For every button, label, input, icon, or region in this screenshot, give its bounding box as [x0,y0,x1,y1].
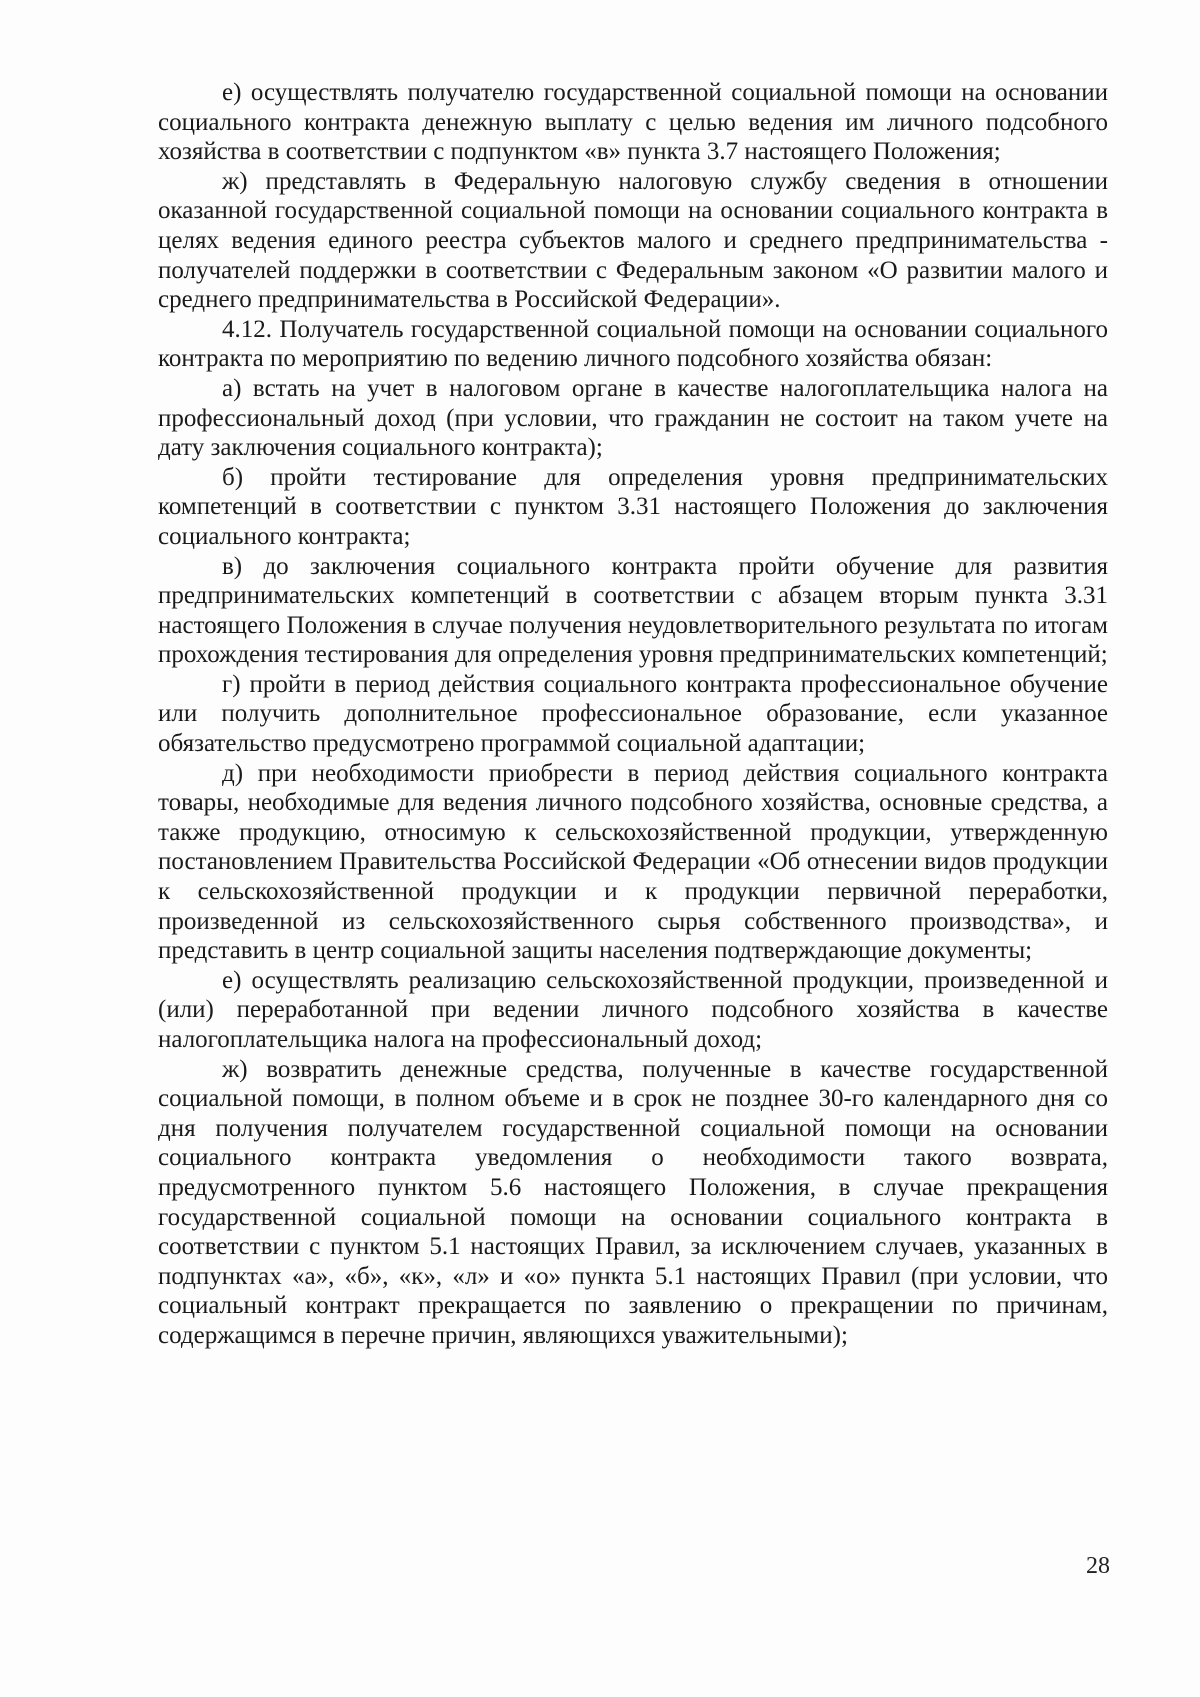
document-body [158,78,1108,1351]
paragraph-e-sales: е) осуществлять реализацию сельскохозяйственной продукции, произведенной и (или) переработанной при ведении личного подсобного хозяйства в качестве налогоплательщика налога на профессиональный доход; [158,966,1108,1053]
paragraph-a-tax-registration: а) встать на учет в налоговом органе в качестве налогоплательщика налога на профессиональный доход (при условии, что гражданин не состоит на таком учете на дату заключения социального контракта); [158,374,1108,462]
paragraph-v-training: в) до заключения социального контракта пройти обучение для развития предпринимательских компетенций в соответствии с абзацем вторым пункта 3.31 настоящего Положения в случае получения неудовлетворительного результата по итогам прохождения тестирования для определения уровня предпринимательских компетенций; [158,552,1108,669]
paragraph-d-purchases: д) при необходимости приобрести в период действия социального контракта товары, необходимые для ведения личного подсобного хозяйства, основные средства, а также продукцию, относимую к сельскохозяйственной продукции, утвержденную постановлением Правительства Российской Федерации «Об отнесении видов продукции к сельскохозяйственной продукции и к продукции первичной переработки, произведенной из сельскохозяйственного сырья собственного производства», и представить в центр социальной защиты населения подтверждающие документы; [158,759,1108,965]
paragraph-zh-tax-service: ж) представлять в Федеральную налоговую службу сведения в отношении оказанной государственной социальной помощи на основании социального контракта в целях ведения единого реестра субъектов малого и среднего предпринимательства - получателей поддержки в соответствии с Федеральным законом «О развитии малого и среднего предпринимательства в Российской Федерации». [158,167,1108,314]
paragraph-4-12-obligations: 4.12. Получатель государственной социальной помощи на основании социального контракта по мероприятию по ведению личного подсобного хозяйства обязан: [158,315,1108,373]
page-number: 28 [1086,1553,1110,1579]
paragraph-g-professional-education: г) пройти в период действия социального контракта профессиональное обучение или получить дополнительное профессиональное образование, если указанное обязательство предусмотрено программой социальной адаптации; [158,670,1108,758]
paragraph-b-testing: б) пройти тестирование для определения уровня предпринимательских компетенций в соответствии с пунктом 3.31 настоящего Положения до заключения социального контракта; [158,463,1108,550]
paragraph-zh-refund: ж) возвратить денежные средства, полученные в качестве государственной социальной помощи, в полном объеме и в срок не позднее 30-го календарного дня со дня получения получателем государственной социальной помощи на основании социального контракта уведомления о необходимости такого возврата, предусмотренного пунктом 5.6 настоящего Положения, в случае прекращения государственной социальной помощи на основании социального контракта в соответствии с пунктом 5.1 настоящих Правил, за исключением случаев, указанных в подпунктах «а», «б», «к», «л» и «о» пункта 5.1 настоящих Правил (при условии, что социальный контракт прекращается по заявлению о прекращении по причинам, содержащимся в перечне причин, являющихся уважительными); [158,1055,1108,1349]
paragraph-e-payment: е) осуществлять получателю государственной социальной помощи на основании социального контракта денежную выплату с целью ведения им личного подсобного хозяйства в соответствии с подпунктом «в» пункта 3.7 настоящего Положения; [158,79,1108,166]
